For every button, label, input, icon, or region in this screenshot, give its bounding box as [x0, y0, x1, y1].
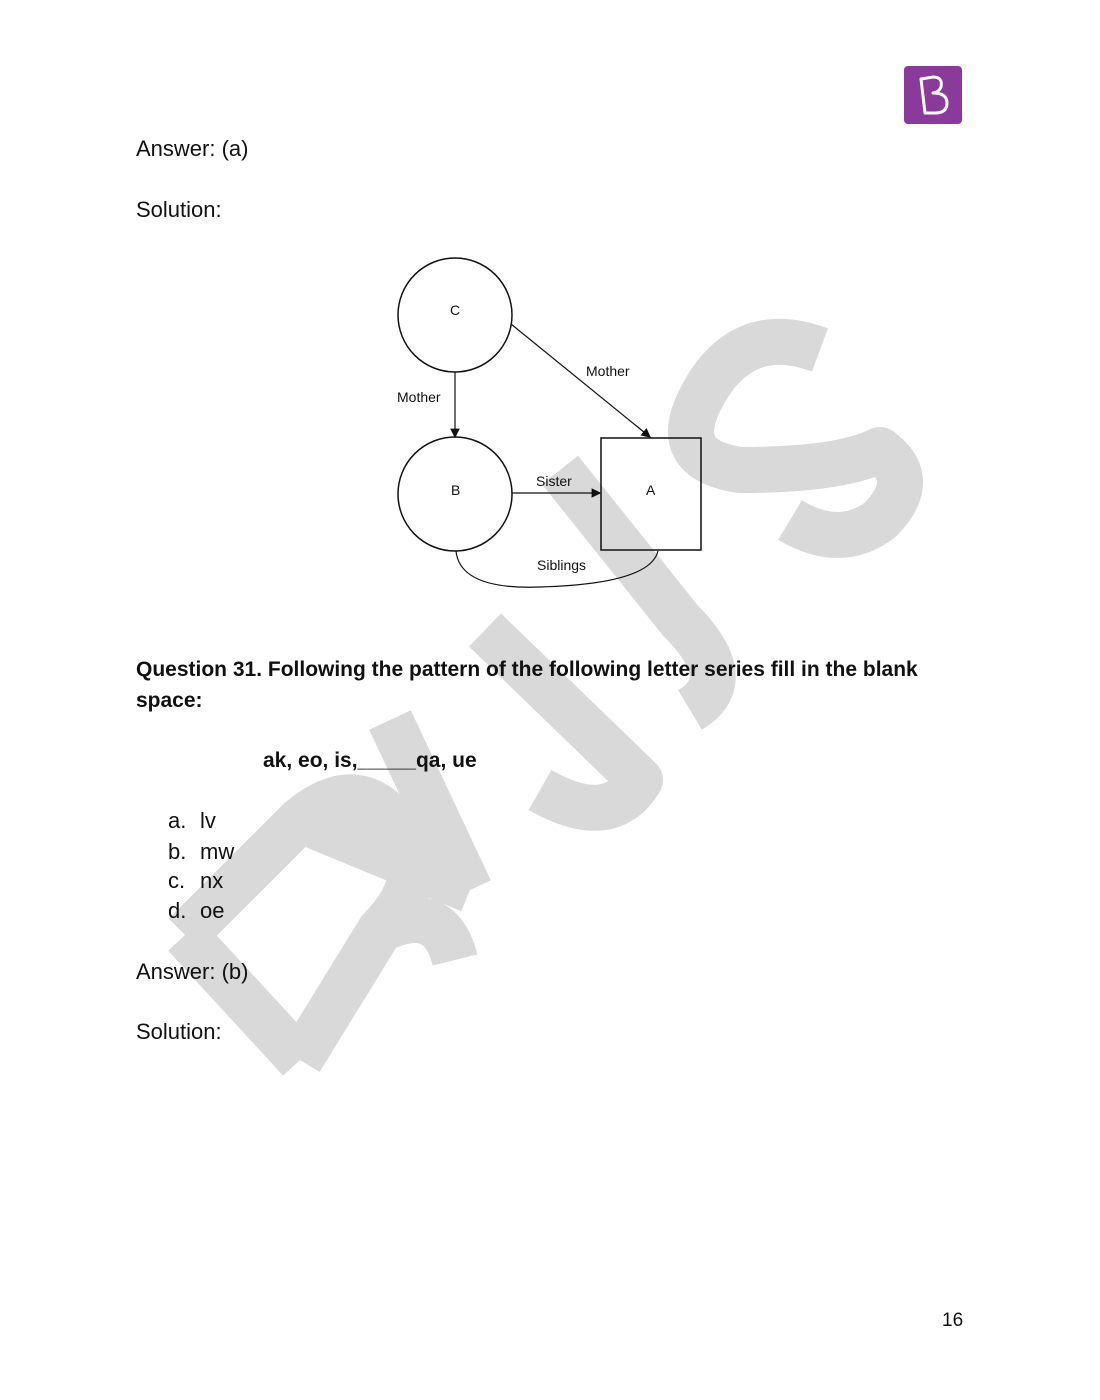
byjus-logo-icon [904, 66, 962, 124]
edge-siblings-label: Siblings [537, 557, 587, 573]
option-a-text: lv [200, 808, 216, 833]
option-c [168, 868, 223, 894]
node-a-label: A [646, 482, 656, 498]
question-title-line1: Question 31. Following the pattern of the following letter series fill in the blank [136, 658, 918, 681]
question-title-line2: space: [136, 689, 203, 712]
solution-prev: Solution: [136, 197, 222, 222]
edge-b-a-label: Sister [536, 473, 572, 489]
edge-c-b-label: Mother [397, 389, 441, 405]
family-relation-diagram [380, 250, 720, 600]
option-d [168, 898, 224, 924]
option-a [168, 808, 216, 834]
node-c-label: C [450, 302, 461, 318]
option-d-label: d. [168, 898, 187, 923]
option-b-text: mw [200, 839, 235, 864]
option-c-text: nx [200, 868, 224, 893]
answer-q31: Answer: (b) [136, 959, 249, 984]
answer-prev: Answer: (a) [136, 136, 249, 161]
option-d-text: oe [200, 898, 225, 923]
solution-q31: Solution: [136, 1019, 222, 1044]
node-b-label: B [451, 482, 461, 498]
edge-c-a [511, 324, 650, 437]
option-b [168, 839, 234, 865]
letter-series: ak, eo, is,_____qa, ue [263, 749, 477, 772]
option-a-label: a. [168, 808, 187, 833]
edge-c-a-label: Mother [586, 363, 630, 379]
option-c-label: c. [168, 868, 186, 893]
b-glyph-icon [913, 73, 953, 117]
option-b-label: b. [168, 839, 187, 864]
page-number: 16 [942, 1310, 964, 1331]
